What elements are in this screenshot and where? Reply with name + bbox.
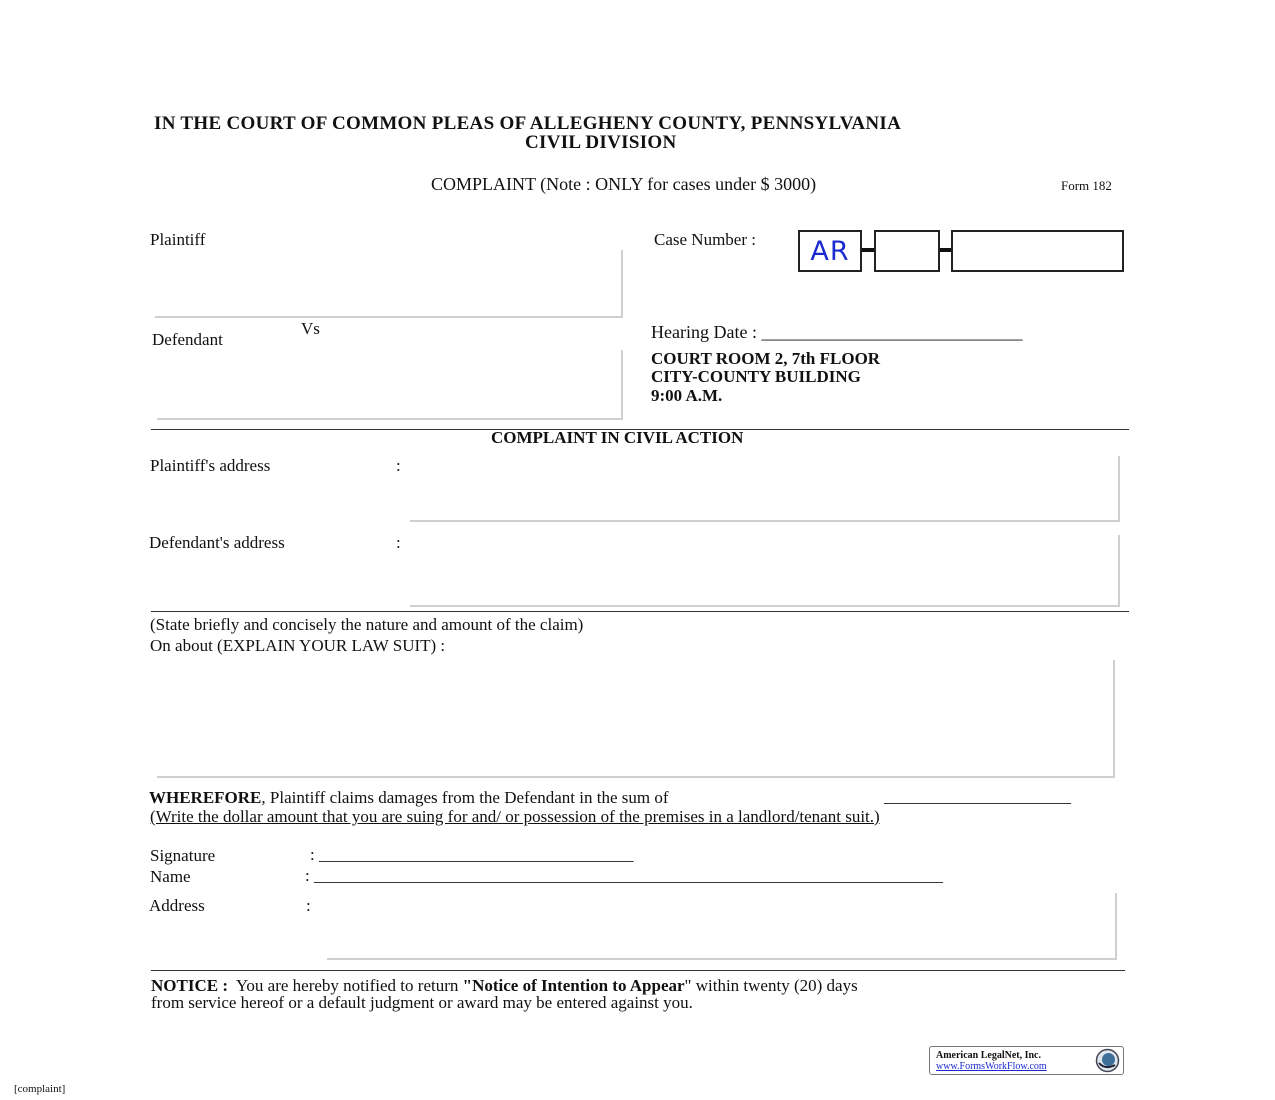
notice-label: NOTICE : [151,976,228,995]
form-number: Form 182 [1061,178,1112,193]
notice-text-b: " within twenty (20) days [684,976,858,995]
case-number-field-1[interactable] [874,230,940,272]
notice-text-a: You are hereby notified to return [227,976,463,995]
notice-line-2: from service hereof or a default judgment or award may be entered against you. [151,993,693,1012]
address-label: Address [149,896,205,915]
case-prefix: AR [810,236,850,267]
case-number-field-2[interactable] [951,230,1124,272]
case-number-label: Case Number : [654,230,756,249]
hearing-time: 9:00 A.M. [651,386,723,405]
wherefore-text: , Plaintiff claims damages from the Defendant in the sum of [261,788,669,807]
form-subtitle: COMPLAINT (Note : ONLY for cases under $ 3000) [431,174,817,194]
hearing-date: Hearing Date : _____________________________ [651,322,1023,342]
notice-bold: "Notice of Intention to Appear [462,976,685,995]
defendant-field[interactable] [157,350,623,420]
court-building: CITY-COUNTY BUILDING [651,367,861,386]
logo-url[interactable]: www.FormsWorkFlow.com [936,1061,1047,1072]
publisher-logo[interactable] [929,1046,1124,1075]
filer-address-field[interactable] [327,893,1117,960]
case-dash-1 [862,248,874,252]
name-line[interactable]: : __________________________________________________________________________ [305,866,943,885]
form-tag: [complaint] [14,1083,66,1095]
defendant-address-label: Defendant's address [149,533,285,552]
plaintiff-address-label: Plaintiff's address [150,456,271,475]
signature-line[interactable]: : _____________________________________ [310,845,634,864]
logo-company: American LegalNet, Inc. [936,1050,1041,1061]
plaintiff-field[interactable] [155,250,623,318]
case-prefix-box [798,230,862,272]
court-title: IN THE COURT OF COMMON PLEAS OF ALLEGHENY COUNTY, PENNSYLVANIA [154,113,902,134]
defendant-address-colon: : [396,533,401,552]
plaintiff-address-colon: : [396,456,401,475]
section-title: COMPLAINT IN CIVIL ACTION [491,428,744,447]
plaintiff-address-field[interactable] [410,456,1120,522]
address-colon: : [306,896,311,915]
vs-label: Vs [301,319,320,338]
signature-label: Signature [150,846,216,865]
wherefore-bold: WHEREFORE [149,788,262,807]
plaintiff-label: Plaintiff [150,230,206,249]
explain-field[interactable] [157,660,1115,778]
explain-label: On about (EXPLAIN YOUR LAW SUIT) : [150,636,446,655]
division-title: CIVIL DIVISION [525,132,677,153]
claim-divider [151,611,1129,612]
court-room: COURT ROOM 2, 7th FLOOR [651,349,881,368]
claim-instruction: (State briefly and concisely the nature and amount of the claim) [150,615,584,634]
defendant-label: Defendant [152,330,223,349]
wherefore-line [149,788,669,808]
damages-amount-line[interactable]: ______________________ [884,787,1071,806]
defendant-address-field[interactable] [410,535,1120,607]
name-label: Name [150,867,191,886]
globe-icon [1095,1048,1120,1073]
notice-divider [151,970,1125,971]
wherefore-note: (Write the dollar amount that you are suing for and/ or possession of the premises in a landlord/tenant suit.) [150,807,880,826]
